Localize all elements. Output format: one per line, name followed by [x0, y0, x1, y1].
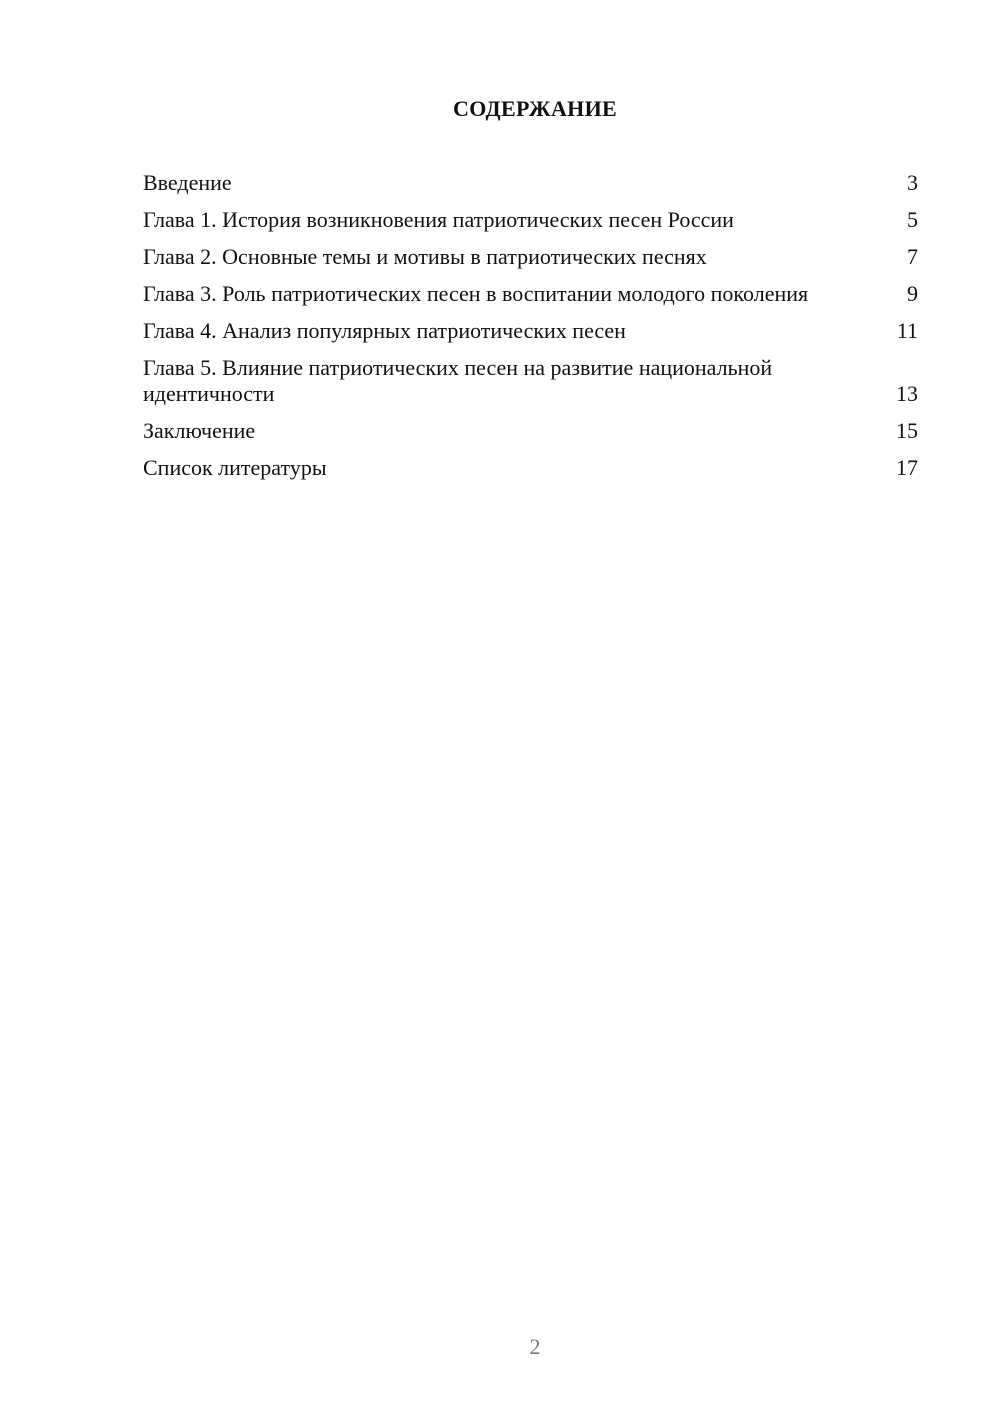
contents-title: СОДЕРЖАНИЕ	[453, 96, 617, 121]
toc-entry-references[interactable]	[143, 455, 918, 481]
toc-entry-page: 7	[907, 244, 918, 269]
toc-entry-chapter-5[interactable]	[143, 355, 918, 407]
toc-entry-page: 9	[907, 281, 918, 306]
toc-entry-label: Список литературы	[143, 455, 327, 480]
toc-entry-chapter-1[interactable]	[143, 207, 918, 233]
toc-entry-label: Введение	[143, 170, 232, 195]
toc-entry-page: 17	[896, 455, 918, 480]
toc-entry-page: 15	[896, 418, 918, 443]
toc-entry-page: 5	[907, 207, 918, 232]
toc-entry-chapter-4[interactable]	[143, 318, 918, 344]
toc-entry-label: Глава 3. Роль патриотических песен в воспитании молодого поколения	[143, 281, 809, 306]
toc-entry-conclusion[interactable]	[143, 418, 918, 444]
toc-entry-chapter-2[interactable]	[143, 244, 918, 270]
toc-entry-label: Глава 5. Влияние патриотических песен на развитие национальной идентичности	[143, 355, 773, 406]
toc-entry-introduction[interactable]	[143, 170, 918, 196]
toc-entry-page: 13	[896, 381, 918, 406]
page-number: 2	[529, 1334, 541, 1359]
table-of-contents	[143, 170, 918, 492]
toc-entry-page: 3	[907, 170, 918, 195]
toc-entry-label: Глава 2. Основные темы и мотивы в патриотических песнях	[143, 244, 707, 269]
toc-entry-chapter-3[interactable]	[143, 281, 918, 307]
toc-entry-label: Глава 4. Анализ популярных патриотических песен	[143, 318, 626, 343]
toc-entry-page: 11	[896, 318, 918, 343]
toc-entry-label: Заключение	[143, 418, 256, 443]
toc-entry-label: Глава 1. История возникновения патриотических песен России	[143, 207, 734, 232]
